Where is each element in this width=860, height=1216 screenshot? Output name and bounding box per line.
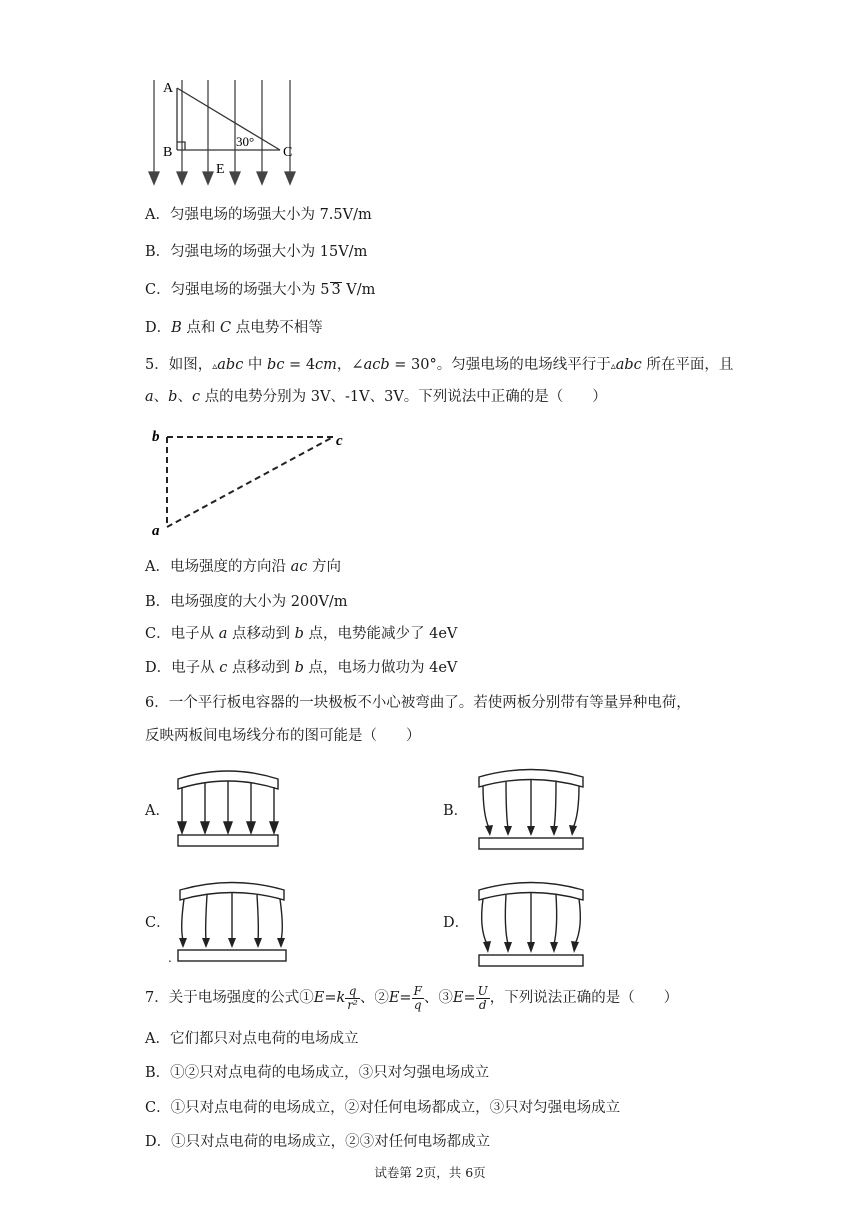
q6-option-d-label: D． bbox=[443, 915, 470, 931]
q5-stem-line2: a、b、c 点的电势分别为 3V、-1V、3V。下列说法中正确的是（ ） bbox=[145, 389, 607, 405]
q5-stem-line1: 5．如图，▵abc 中 bc = 4cm，∠acb = 30°。匀强电场的电场线平行于▵abc 所在平面，且 bbox=[145, 357, 734, 373]
q4-label-A: A bbox=[163, 81, 174, 96]
q5-option-a: A．电场强度的方向沿 ac 方向 bbox=[145, 559, 341, 575]
q6-option-a-label: A． bbox=[145, 803, 170, 819]
q5-triangle-diagram bbox=[148, 425, 358, 540]
stray-dot: . bbox=[168, 951, 172, 965]
q6-stem-line2: 反映两板间电场线分布的图可能是（ ） bbox=[145, 728, 421, 744]
q4-option-d: D．B 点和 C 点电势不相等 bbox=[145, 320, 323, 336]
q6-option-d-diagram bbox=[477, 878, 585, 970]
q5-option-b: B．电场强度的大小为 200V/m bbox=[145, 594, 348, 610]
q7-option-c: C．①只对点电荷的电场成立，②对任何电场都成立，③只对匀强电场成立 bbox=[145, 1100, 621, 1116]
q4-label-B: B bbox=[163, 145, 173, 160]
q6-option-c-label: C． bbox=[145, 915, 171, 931]
q6-stem-line1: 6．一个平行板电容器的一块极板不小心被弯曲了。若使两板分别带有等量异种电荷， bbox=[145, 695, 691, 711]
q6-option-b-label: B． bbox=[443, 803, 469, 819]
page-footer: 试卷第 2页，共 6页 bbox=[374, 1165, 486, 1180]
q5-option-d: D．电子从 c 点移动到 b 点，电场力做功为 4eV bbox=[145, 660, 458, 676]
sqrt-symbol: 3 bbox=[331, 282, 341, 298]
q5-label-b: b bbox=[152, 429, 160, 445]
q4-option-a: A．匀强电场的场强大小为 7.5V/m bbox=[145, 207, 372, 223]
q5-label-c: c bbox=[336, 433, 343, 449]
q5-option-c: C．电子从 a 点移动到 b 点，电势能减少了 4eV bbox=[145, 626, 458, 642]
q4-label-E: E bbox=[216, 162, 225, 177]
q4-triangle-field-diagram bbox=[140, 74, 310, 189]
q7-stem: 7．关于电场强度的公式①E=k $\frac{q}{\text{r²}}$ 、②E= $\frac{F}{q}$ 、③E= $\frac{U}{d}$ ，下列说法正确的是（ ） bbox=[145, 983, 679, 1012]
q4-option-c: C．匀强电场的场强大小为 5 3 V/m bbox=[145, 282, 376, 298]
q6-option-a-diagram bbox=[176, 765, 280, 850]
q4-label-C: C bbox=[283, 145, 293, 160]
q6-option-b-diagram bbox=[477, 765, 585, 853]
q7-formula1-fraction: $\frac{q}{\text{r²}}$ bbox=[347, 983, 358, 1012]
q4-label-angle: 30° bbox=[236, 134, 255, 149]
q7-formula3-fraction: $\frac{U}{d}$ bbox=[477, 983, 488, 1012]
q5-label-a: a bbox=[152, 523, 160, 539]
q7-option-b: B．①②只对点电荷的电场成立，③只对匀强电场成立 bbox=[145, 1065, 490, 1081]
q7-option-a: A．它们都只对点电荷的电场成立 bbox=[145, 1031, 359, 1047]
q4-option-b: B．匀强电场的场强大小为 15V/m bbox=[145, 244, 368, 260]
q7-formula2-fraction: $\frac{F}{q}$ bbox=[413, 983, 422, 1012]
q6-option-c-diagram bbox=[176, 878, 288, 966]
q7-option-d: D．①只对点电荷的电场成立，②③对任何电场都成立 bbox=[145, 1134, 491, 1150]
